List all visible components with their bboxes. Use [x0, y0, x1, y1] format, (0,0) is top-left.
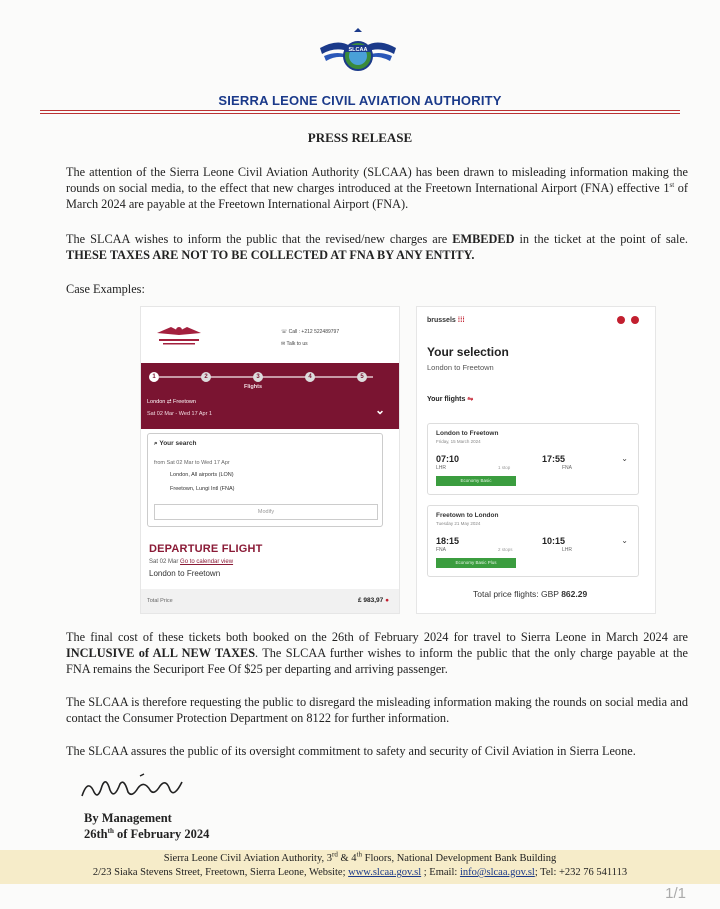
search-origin: London, All airports (LON) — [170, 472, 234, 478]
selection-route: London to Freetown — [427, 363, 494, 372]
steps-line — [159, 376, 373, 378]
header-icons — [615, 315, 643, 325]
user-icon — [617, 316, 625, 324]
total-price-flights: Total price flights: GBP 862.29 — [473, 589, 588, 599]
step-1[interactable]: 1 — [149, 372, 159, 382]
dates-summary: Sat 02 Mar - Wed 17 Apr 1 — [147, 411, 213, 417]
step-4[interactable]: 4 — [305, 372, 315, 382]
footer-address — [0, 850, 720, 884]
paragraph-case-examples: Case Examples: — [66, 282, 145, 296]
flag-icon — [631, 316, 639, 324]
paragraph-5: The SLCAA is therefore requesting the public to disregard the misleading information making the rounds on social media and contact the Consumer Protection Department on 8122 for further information. — [66, 695, 688, 725]
flight-card-outbound[interactable] — [427, 423, 639, 495]
total-price-value: £ 983,97 ● — [357, 597, 389, 604]
mail-icon: ✉ — [281, 341, 287, 347]
talk-link[interactable]: ✉ Talk to us — [281, 341, 308, 347]
arrival-time: 10:15 — [542, 536, 566, 546]
arrival-code: FNA — [562, 465, 572, 471]
flight-date: Tuesday 21 May 2024 — [436, 521, 481, 526]
search-destination: Freetown, Lungi Intl (FNA) — [170, 486, 235, 492]
website-link[interactable]: www.slcaa.gov.sl — [348, 867, 422, 878]
signoff — [84, 810, 209, 842]
departure-flight-heading: DEPARTURE FLIGHT — [149, 543, 263, 555]
departure-code: LHR — [436, 465, 447, 471]
doc-title: PRESS RELEASE — [307, 130, 413, 145]
selection-title: Your selection — [427, 345, 509, 359]
search-title: ⌕ Your search — [154, 440, 197, 447]
page-number: 1/1 — [665, 885, 686, 902]
footer-line-1: Sierra Leone Civil Aviation Authority, 3rd & 4th Floors, National Development Bank Building — [163, 850, 557, 864]
paragraph-6: The SLCAA assures the public of its oversight commitment to safety and security of Civil Aviation in Sierra Leone. — [66, 744, 636, 758]
stops: 2 stops — [498, 547, 513, 552]
call-link[interactable]: ☏ Call : +212 522489797 — [281, 329, 340, 335]
chevron-down-icon[interactable]: ⌄ — [621, 536, 628, 545]
paragraph-2: The SLCAA wishes to inform the public that the revised/new charges are EMBEDED in the ticket at the point of sale. THESE TAXES ARE NOT TO BE COLLECTED AT FNA BY ANY ENTITY. — [66, 232, 689, 262]
flight-title: London to Freetown — [436, 430, 499, 437]
arrival-code: LHR — [562, 547, 573, 553]
flight-card-inbound[interactable] — [427, 505, 639, 577]
modify-button[interactable]: Modify — [154, 504, 378, 520]
brussels-airlines-booking-screenshot — [416, 306, 656, 614]
step-3[interactable]: 3 — [253, 372, 263, 382]
paragraph-4: The final cost of these tickets both booked on the 26th of February 2024 for travel to Sierra Leone in March 2024 are INCLUSIVE of ALL NEW TAXES. The SLCAA further wishes to inform the public that the only charge payable at the FNA remains the Securiport Fee Of $25 per departing and arriving passenger. — [66, 630, 689, 676]
header-rule-bottom — [40, 113, 680, 114]
search-icon: ⌕ — [154, 440, 160, 447]
fare-badge: Economy Basic Plus — [436, 558, 516, 568]
booking-steps-bar — [141, 363, 399, 429]
info-icon[interactable]: ● — [385, 597, 389, 604]
handwritten-signature — [78, 770, 218, 806]
search-summary-box — [147, 433, 383, 527]
total-price-label: Total Price — [147, 598, 173, 604]
departure-code: FNA — [436, 547, 446, 553]
your-flights-label: Your flights ⇋ — [427, 396, 474, 403]
royal-air-maroc-booking-screenshot — [140, 306, 400, 614]
departure-time: 07:10 — [436, 454, 460, 464]
brussels-logo: brussels ⁞⁞⁞ — [427, 317, 465, 324]
total-price-bar — [141, 589, 399, 613]
footer-line-2: 2/23 Siaka Stevens Street, Freetown, Sierra Leone, Website; www.slcaa.gov.sl ; Email: info@slcaa.gov.sl; Tel: +232 76 541113 — [92, 867, 628, 878]
chevron-down-icon[interactable]: ⌄ — [621, 454, 628, 463]
flight-date: Friday, 15 March 2024 — [436, 439, 481, 444]
signoff-by: By Management — [84, 811, 172, 825]
phone-icon: ☏ — [281, 329, 289, 335]
arrival-time: 17:55 — [542, 454, 566, 464]
email-link[interactable]: info@slcaa.gov.sl — [459, 867, 535, 878]
logo-text: SLCAA — [348, 47, 368, 53]
departure-route: London to Freetown — [149, 569, 221, 578]
header-rule-top — [40, 110, 680, 111]
route-summary: London ⇄ Freetown — [147, 399, 196, 405]
paragraph-1: The attention of the Sierra Leone Civil Aviation Authority (SLCAA) has been drawn to misleading information making the rounds on social media, to the effect that new charges introduced at the Freetown International Airport (FNA) effective 1st of March 2024 are payable at the Freetown International Airport (FNA). — [66, 165, 688, 211]
step-label: Flights — [244, 384, 263, 390]
flight-title: Freetown to London — [436, 512, 499, 519]
search-dates: from Sat 02 Mar to Wed 17 Apr — [154, 460, 230, 466]
calendar-view-link[interactable]: Go to calendar view — [180, 559, 234, 565]
departure-date: Sat 02 Mar Go to calendar view — [149, 559, 234, 565]
departure-time: 18:15 — [436, 536, 460, 546]
chevron-down-icon[interactable]: ⌄ — [374, 403, 385, 417]
stops: 1 stop — [498, 465, 511, 470]
fare-badge: Economy Basic — [436, 476, 516, 486]
airline-logo-icon — [151, 321, 207, 349]
swap-icon: ⇋ — [467, 396, 474, 403]
org-title: SIERRA LEONE CIVIL AVIATION AUTHORITY — [218, 93, 502, 108]
slcaa-logo — [318, 26, 398, 82]
signoff-date: $26th^{th}$ of February 2024 — [84, 826, 210, 841]
step-5[interactable]: 5 — [357, 372, 367, 382]
step-2[interactable]: 2 — [201, 372, 211, 382]
